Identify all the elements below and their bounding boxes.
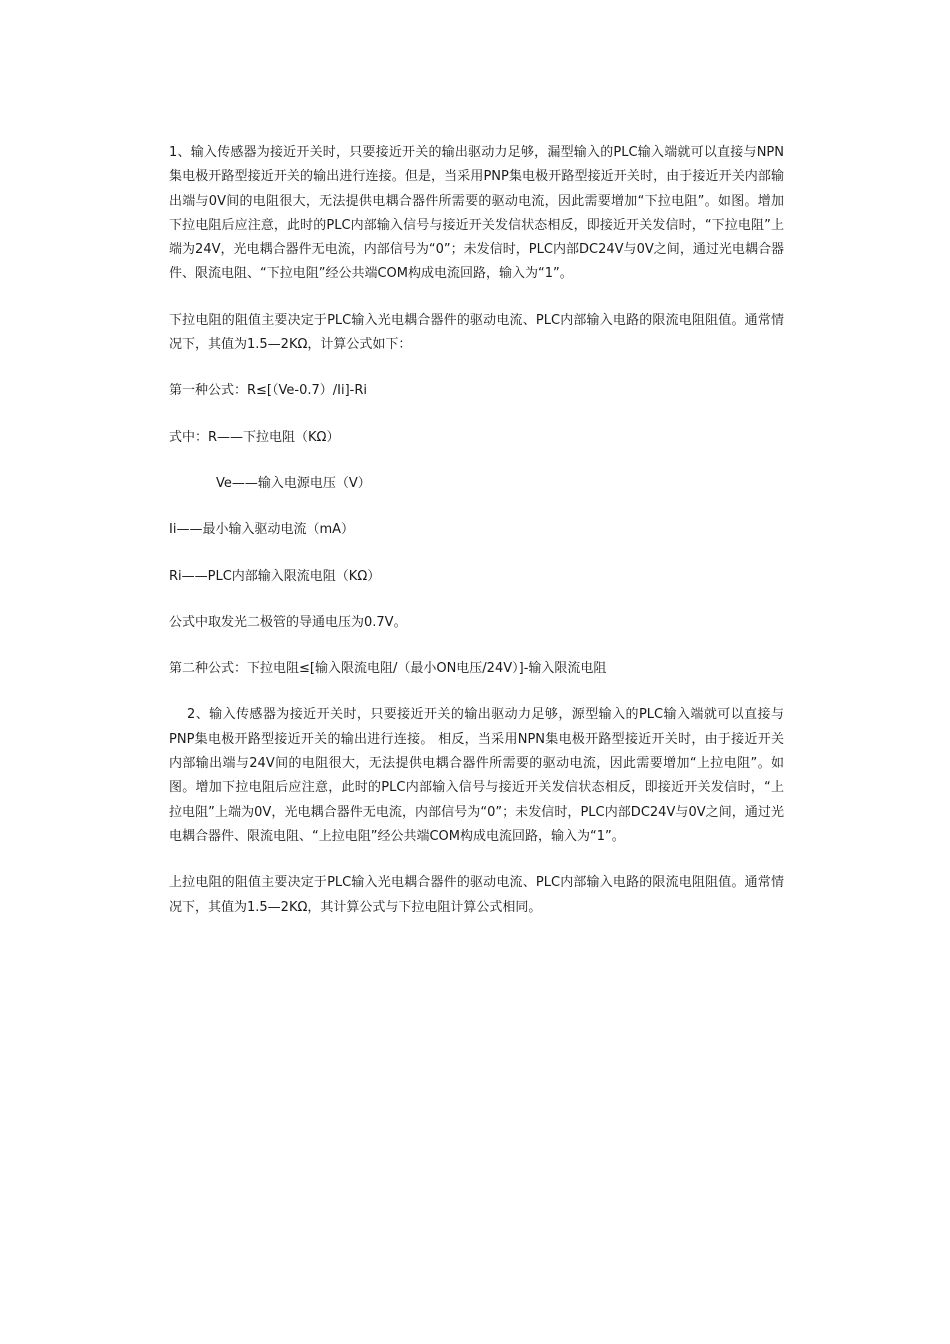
definition-ii: Ii——最小输入驱动电流（mA） xyxy=(169,522,355,538)
document-body xyxy=(169,141,784,920)
definition-ri: Ri——PLC内部输入限流电阻（KΩ） xyxy=(169,568,381,584)
led-voltage-note: 公式中取发光二极管的导通电压为0.7V。 xyxy=(169,614,407,630)
paragraph-pull-down-intro: 1、输入传感器为接近开关时，只要接近开关的输出驱动力足够，漏型输入的PLC输入端就可以直接与NPN集电极开路型接近开关的输出进行连接。但是，当采用PNP集电极开路型接近开关时，由于接近开关内部输出端与0V间的电阻很大，无法提供电耦合器件所需要的驱动电流，因此需要增加“下拉电阻”。如图。增加下拉电阻后应注意，此时的PLC内部输入信号与接近开关发信状态相反，即接近开关发信时，“下拉电阻”上端为24V，光电耦合器件无电流，内部信号为“0”；未发信时，PLC内部DC24V与0V之间，通过光电耦合器件、限流电阻、“下拉电阻”经公共端COM构成电流回路，输入为“1”。 xyxy=(169,145,784,282)
paragraph-pull-up-intro: 2、输入传感器为接近开关时，只要接近开关的输出驱动力足够，源型输入的PLC输入端就可以直接与PNP集电极开路型接近开关的输出进行连接。 相反，当采用NPN集电极开路型接近开关时，由于接近开关内部输出端与24V间的电阻很大，无法提供电耦合器件所需要的驱动电流，因此需要增加“上拉电阻”。如图。增加下拉电阻后应注意，此时的PLC内部输入信号与接近开关发信状态相反，即接近开关发信时，“上拉电阻”上端为0V，光电耦合器件无电流，内部信号为“0”；未发信时，PLC内部DC24V与0V之间，通过光电耦合器件、限流电阻、“上拉电阻”经公共端COM构成电流回路，输入为“1”。 xyxy=(169,707,784,844)
definition-r: 式中：R——下拉电阻（KΩ） xyxy=(169,429,340,445)
paragraph-pull-down-value: 下拉电阻的阻值主要决定于PLC输入光电耦合器件的驱动电流、PLC内部输入电路的限流电阻阻值。通常情况下，其值为1.5—2KΩ，计算公式如下： xyxy=(169,312,784,353)
paragraph-pull-up-value: 上拉电阻的阻值主要决定于PLC输入光电耦合器件的驱动电流、PLC内部输入电路的限流电阻阻值。通常情况下，其值为1.5—2KΩ，其计算公式与下拉电阻计算公式相同。 xyxy=(169,875,784,915)
definition-ve: Ve——输入电源电压（V） xyxy=(216,475,371,491)
formula-one: 第一种公式：R≤[（Ve-0.7）/Ii]-Ri xyxy=(169,383,367,399)
formula-two: 第二种公式：下拉电阻≤[输入限流电阻/（最小ON电压/24V）]-输入限流电阻 xyxy=(169,661,607,677)
